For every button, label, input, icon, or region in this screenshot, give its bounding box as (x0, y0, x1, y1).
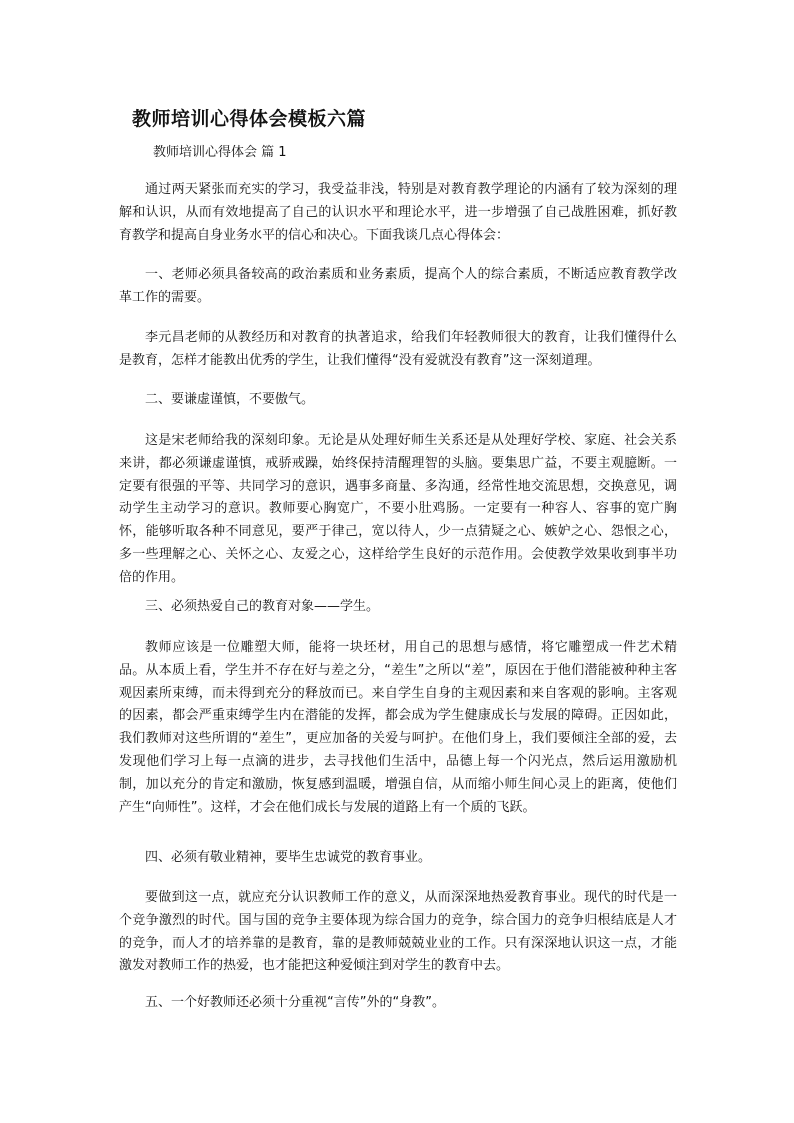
paragraph-point-four: 四、必须有敬业精神，要毕生忠诚党的教育事业。 (145, 850, 432, 865)
document-title: 教师培训心得体会模板六篇 (132, 108, 367, 130)
paragraph-point-five: 五、一个好教师还必须十分重视“言传”外的“身教”。 (145, 995, 445, 1010)
paragraph-dedication: 要做到这一点，就应充分认识教师工作的意义，从而深深地热爱教育事业。现代的时代是一个竞争激烈的时代。国与国的竞争主要体现为综合国力的竞争，综合国力的竞争归根结底是人才的竞争，而人才的培养靠的是教育，靠的是教师兢兢业业的工作。只有深深地认识这一点，才能激发对教师工作的热爱，也才能把这种爱倾注到对学生的教育中去。 (119, 890, 677, 974)
paragraph-point-two: 二、要谦虚谨慎，不要傲气。 (145, 392, 315, 407)
paragraph-example-song: 这是宋老师给我的深刻印象。无论是从处理好师生关系还是从处理好学校、家庭、社会关系来讲，都必须谦虚谨慎，戒骄戒躁，始终保持清醒理智的头脑。要集思广益，不要主观臆断。一定要有很强的平等、共同学习的意识，遇事多商量、多沟通，经常性地交流思想，交换意见，调动学生主动学习的意识。教师要心胸宽广，不要小肚鸡肠。一定要有一种容人、容事的宽广胸怀，能够听取各种不同意见，要严于律己，宽以待人，少一点猜疑之心、嫉妒之心、怨恨之心，多一些理解之心、关怀之心、友爱之心，这样给学生良好的示范作用。会使教学效果收到事半功倍的作用。 (119, 433, 677, 585)
paragraph-intro: 通过两天紧张而充实的学习，我受益非浅，特别是对教育教学理论的内涵有了较为深刻的理解和认识，从而有效地提高了自己的认识水平和理论水平，进一步增强了自己战胜困难，抓好教育教学和提高自身业务水平的信心和决心。下面我谈几点心得体会： (119, 182, 677, 243)
paragraph-point-one: 一、老师必须具备较高的政治素质和业务素质，提高个人的综合素质，不断适应教育教学改革工作的需要。 (119, 267, 677, 305)
paragraph-sculptor: 教师应该是一位雕塑大师，能将一块坯材，用自己的思想与感情，将它雕塑成一件艺术精品。从本质上看，学生并不存在好与差之分，“差生”之所以“差”，原因在于他们潜能被种种主客观因素所束缚，而未得到充分的释放而已。来自学生自身的主观因素和来自客观的影响。主客观的因素，都会严重束缚学生内在潜能的发挥，都会成为学生健康成长与发展的障碍。正因如此，我们教师对这些所谓的“差生”，更应加备的关爱与呵护。在他们身上，我们要倾注全部的爱，去发现他们学习上每一点滴的进步，去寻找他们生活中，品德上每一个闪光点，然后运用激励机制，加以充分的肯定和激励，恢复感到温暖，增强自信，从而缩小师生间心灵上的距离，使他们产生“向师性”。这样，才会在他们成长与发展的道路上有一个质的飞跃。 (119, 640, 677, 815)
paragraph-example-li: 李元昌老师的从教经历和对教育的执著追求，给我们年轻教师很大的教育，让我们懂得什么是教育，怎样才能教出优秀的学生，让我们懂得“没有爱就没有教育”这一深刻道理。 (119, 330, 677, 368)
paragraph-point-three: 三、必须热爱自己的教育对象——学生。 (145, 599, 380, 614)
document-subtitle: 教师培训心得体会 篇 1 (153, 145, 287, 160)
